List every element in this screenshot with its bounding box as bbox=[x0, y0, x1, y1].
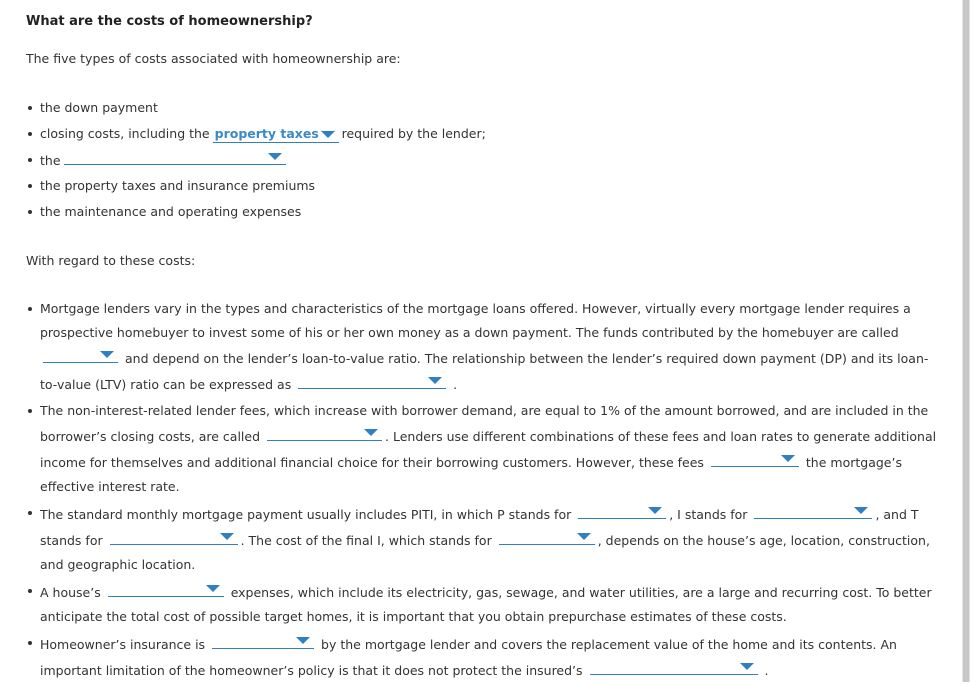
scrollbar-thumb[interactable] bbox=[963, 0, 969, 682]
chevron-down-icon bbox=[854, 507, 868, 514]
chevron-down-icon bbox=[781, 455, 795, 462]
scrollbar[interactable] bbox=[962, 0, 970, 682]
paragraph-text: by the mortgage lender and covers the replacement value of the home and its contents. An important limitation of the homeowner’s policy is that it does not protect the insured’s bbox=[40, 637, 897, 678]
piti-final-i-dropdown[interactable] bbox=[499, 527, 595, 545]
dropdown-selected-value: property taxes bbox=[214, 126, 319, 141]
chevron-down-icon bbox=[220, 533, 234, 540]
closing-costs-dropdown[interactable] bbox=[213, 125, 339, 143]
chevron-down-icon bbox=[364, 429, 378, 436]
cost-type-dropdown[interactable] bbox=[64, 147, 286, 165]
chevron-down-icon bbox=[321, 131, 335, 138]
list-item-text: required by the lender; bbox=[341, 126, 486, 141]
list-item bbox=[26, 173, 926, 199]
list-item bbox=[26, 631, 941, 683]
down-payment-funds-dropdown[interactable] bbox=[43, 345, 118, 363]
list-item bbox=[26, 579, 941, 629]
dp-ltv-relationship-dropdown[interactable] bbox=[298, 371, 446, 389]
paragraph-text: . bbox=[764, 663, 769, 678]
paragraph-text: . The cost of the final I, which stands for bbox=[240, 533, 492, 548]
paragraph-text: Mortgage lenders vary in the types and characteristics of the mortgage loans offered. However, virtually every mortgage lender requires a prospective homebuyer to invest some of his or her own money as a down payment. The funds contributed by the homebuyer are called bbox=[40, 301, 911, 340]
paragraph-text: . Lenders use different combinations of these fees and loan rates to generate additional income for themselves and additional financial choice for their borrowing customers. However, these fees bbox=[40, 429, 937, 470]
piti-p-dropdown[interactable] bbox=[578, 501, 666, 519]
paragraph-text: The standard monthly mortgage payment usually includes PITI, in which P stands for bbox=[40, 507, 572, 522]
list-item bbox=[26, 147, 926, 173]
list-item bbox=[26, 121, 926, 147]
paragraph-text: Homeowner’s insurance is bbox=[40, 637, 206, 652]
list-item bbox=[26, 199, 926, 225]
paragraph-text: The non-interest-related lender fees, which increase with borrower demand, are equal to 1% of the amount borrowed, and are included in the borrower’s closing costs, are called bbox=[40, 403, 929, 444]
question-title: What are the costs of homeownership? bbox=[26, 14, 313, 29]
intro-text: The five types of costs associated with homeownership are: bbox=[26, 51, 401, 66]
insurance-requirement-dropdown[interactable] bbox=[212, 631, 314, 649]
list-item-text: the down payment bbox=[40, 100, 158, 115]
chevron-down-icon bbox=[268, 153, 282, 160]
list-item bbox=[26, 297, 941, 397]
cost-details-list bbox=[26, 297, 941, 685]
regard-text: With regard to these costs: bbox=[26, 253, 196, 268]
list-item-text: closing costs, including the bbox=[40, 126, 210, 141]
lender-fees-dropdown[interactable] bbox=[267, 423, 382, 441]
paragraph-text: the mortgage’s effective interest rate. bbox=[40, 455, 902, 494]
piti-i-dropdown[interactable] bbox=[754, 501, 872, 519]
paragraph-text: expenses, which include its electricity, gas, sewage, and water utilities, are a large and recurring cost. To better anticipate the total cost of possible target homes, it is important that you obtain prepurchase estimates of these costs. bbox=[40, 585, 932, 624]
list-item bbox=[26, 95, 926, 121]
chevron-down-icon bbox=[740, 663, 754, 670]
list-item-text: the maintenance and operating expenses bbox=[40, 204, 302, 219]
chevron-down-icon bbox=[577, 533, 591, 540]
house-expenses-dropdown[interactable] bbox=[108, 579, 224, 597]
list-item-text: the bbox=[40, 153, 61, 168]
paragraph-text: . bbox=[453, 377, 458, 392]
paragraph-text: A house’s bbox=[40, 585, 101, 600]
fees-effect-dropdown[interactable] bbox=[711, 449, 799, 467]
cost-types-list bbox=[26, 95, 926, 225]
paragraph-text: , and T stands for bbox=[40, 507, 919, 548]
list-item bbox=[26, 399, 941, 499]
list-item bbox=[26, 501, 941, 577]
chevron-down-icon bbox=[648, 507, 662, 514]
paragraph-text: and depend on the lender’s loan-to-value ratio. The relationship between the lender’s required down payment (DP) and its loan-to-value (LTV) ratio can be expressed as bbox=[40, 351, 929, 392]
piti-t-dropdown[interactable] bbox=[110, 527, 238, 545]
chevron-down-icon bbox=[206, 585, 220, 592]
chevron-down-icon bbox=[296, 637, 310, 644]
paragraph-text: , depends on the house’s age, location, construction, and geographic location. bbox=[40, 533, 930, 572]
chevron-down-icon bbox=[100, 351, 114, 358]
chevron-down-icon bbox=[428, 377, 442, 384]
paragraph-text: , I stands for bbox=[669, 507, 748, 522]
list-item-text: the property taxes and insurance premiums bbox=[40, 178, 316, 193]
policy-limitation-dropdown[interactable] bbox=[590, 657, 758, 675]
